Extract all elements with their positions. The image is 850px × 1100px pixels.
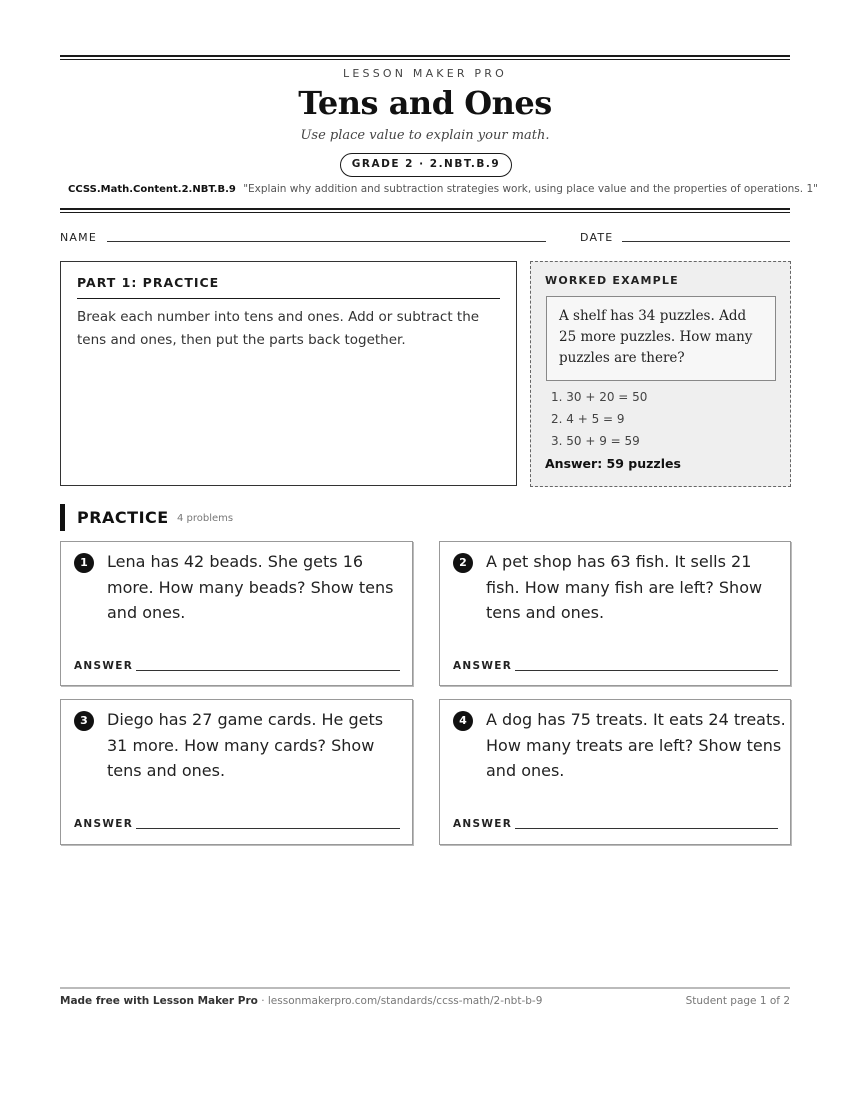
worked-step: 2. 4 + 5 = 9 xyxy=(551,412,625,426)
problem-number-badge: 4 xyxy=(453,711,473,731)
worked-example-panel xyxy=(530,261,791,487)
answer-field[interactable] xyxy=(515,670,778,671)
problem-card-4 xyxy=(439,699,791,845)
name-field[interactable] xyxy=(107,241,546,242)
part1-panel xyxy=(60,261,517,486)
header-double-rule xyxy=(60,208,790,213)
practice-heading: PRACTICE xyxy=(77,508,169,527)
footer-rule xyxy=(60,987,790,989)
worked-example-steps xyxy=(551,386,647,452)
practice-accent-bar xyxy=(60,504,65,531)
worked-step: 3. 50 + 9 = 59 xyxy=(551,434,640,448)
problem-number-badge: 2 xyxy=(453,553,473,573)
problem-text: A pet shop has 63 fish. It sells 21 fish. How many fish are left? Show tens and ones. xyxy=(486,552,763,622)
answer-field[interactable] xyxy=(136,670,400,671)
brand-name: LESSON MAKER PRO xyxy=(343,67,507,80)
problem-card-2 xyxy=(439,541,791,686)
footer-page-number: Student page 1 of 2 xyxy=(685,995,790,1007)
name-label: NAME xyxy=(60,231,97,244)
answer-label: ANSWER xyxy=(74,660,134,672)
date-label: DATE xyxy=(580,231,614,244)
worked-example-heading: WORKED EXAMPLE xyxy=(545,274,679,287)
footer-url[interactable]: · lessonmakerpro.com/standards/ccss-math/2-nbt-b-9 xyxy=(261,995,543,1007)
answer-label: ANSWER xyxy=(74,818,134,830)
footer-credit xyxy=(60,995,542,1007)
top-double-rule xyxy=(60,55,790,60)
problem-number-badge: 3 xyxy=(74,711,94,731)
answer-label: ANSWER xyxy=(453,818,513,830)
date-field[interactable] xyxy=(622,241,790,242)
part1-instructions: Break each number into tens and ones. Add or subtract the tens and ones, then put the parts back together. xyxy=(77,309,480,348)
footer-made-with: Made free with Lesson Maker Pro xyxy=(60,995,258,1007)
worked-example-problem: A shelf has 34 puzzles. Add 25 more puzzles. How many puzzles are there? xyxy=(546,296,776,381)
grade-badge: GRADE 2 · 2.NBT.B.9 xyxy=(340,153,512,177)
problem-card-1 xyxy=(60,541,413,686)
worked-example-answer: Answer: 59 puzzles xyxy=(545,456,681,471)
page-title: Tens and Ones xyxy=(298,84,552,122)
problem-text: Lena has 42 beads. She gets 16 more. How many beads? Show tens and ones. xyxy=(107,552,394,622)
standard-code: CCSS.Math.Content.2.NBT.B.9 xyxy=(68,184,236,195)
part1-heading: PART 1: PRACTICE xyxy=(77,275,500,299)
problem-text: A dog has 75 treats. It eats 24 treats. How many treats are left? Show tens and ones. xyxy=(486,710,786,780)
page-subtitle: Use place value to explain your math. xyxy=(300,128,550,143)
answer-field[interactable] xyxy=(136,828,400,829)
practice-count: 4 problems xyxy=(177,513,234,524)
standard-text: "Explain why addition and subtraction strategies work, using place value and the properties of operations. 1" xyxy=(243,183,818,195)
answer-label: ANSWER xyxy=(453,660,513,672)
problem-card-3 xyxy=(60,699,413,845)
worked-step: 1. 30 + 20 = 50 xyxy=(551,390,648,404)
answer-field[interactable] xyxy=(515,828,778,829)
problem-text: Diego has 27 game cards. He gets 31 more. How many cards? Show tens and ones. xyxy=(107,710,384,780)
problem-number-badge: 1 xyxy=(74,553,94,573)
standard-line xyxy=(68,183,818,195)
